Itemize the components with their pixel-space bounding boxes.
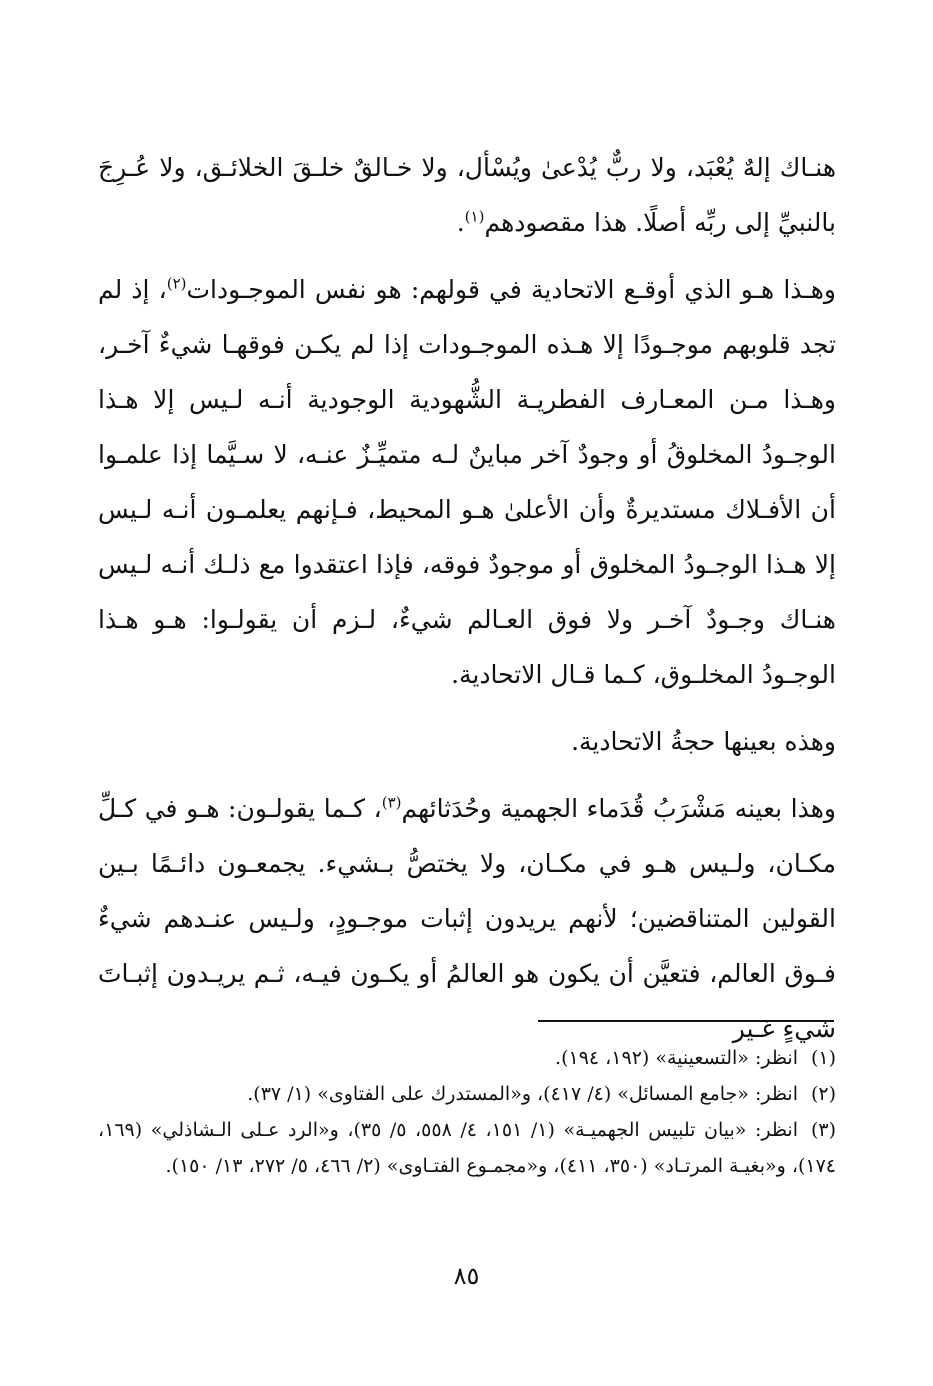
paragraph-1-tail: .: [456, 208, 465, 237]
footnote-separator: [538, 1020, 834, 1022]
paragraph-3: [98, 714, 836, 769]
footnote-2: [98, 1076, 836, 1112]
footnote-3-text: انظر: «بيان تلبيس الجهميـة» (١/ ١٥١، ٤/ ٥٥٨، ٥/ ٣٥)، و«الرد عـلى الـشاذلي» (١٦٩، ١٧٤)، و«بغيـة المرتـاد» (٣٥٠، ٤١١)، و«مجمـوع الفتـاوى» (٢/ ٤٦٦، ٥/ ٢٧٢، ١٣/ ١٥٠).: [98, 1119, 836, 1177]
paragraph-4-text: وهذا بعينه مَشْرَبُ قُدَماء الجهمية وحُدَثائهم: [401, 794, 836, 823]
footnote-2-number: (٢): [810, 1083, 836, 1105]
paragraph-2-text: وهـذا هـو الذي أوقـع الاتحادية في قولهم: هو نفس الموجـودات: [186, 275, 836, 304]
page-number: ٨٥: [453, 1262, 480, 1290]
paragraph-1: [98, 140, 836, 250]
footnote-2-text: انظر: «جامع المسائل» (٤/ ٤١٧)، و«المستدرك على الفتاوى» (١/ ٣٧).: [247, 1083, 798, 1105]
footnote-1-text: انظر: «التسعينية» (١٩٢، ١٩٤).: [555, 1047, 798, 1069]
paragraph-1-text: هنـاك إلهٌ يُعْبَد، ولا ربٌّ يُدْعىٰ ويُسْأل، ولا خـالقٌ خلـقَ الخلائـق، ولا عُـرِجَ بالنبيِّ إلى ربِّه أصلًا. هذا مقصودهم: [98, 153, 836, 237]
footnotes: [98, 1040, 836, 1184]
footnote-ref-3[interactable]: (٣): [381, 793, 402, 812]
footnote-1: [98, 1040, 836, 1076]
footnote-1-number: (١): [810, 1047, 836, 1069]
paragraph-2: [98, 262, 836, 702]
footnote-ref-2[interactable]: (٢): [166, 274, 187, 293]
paragraph-2-tail: ، إذ لم تجد قلوبهم موجـودًا إلا هـذه الموجـودات إذا لم يكـن فوقهـا شيءٌ آخـر، وهـذا مـن المعـارف الفطريـة الشُّهودية الوجودية أنـه لـيس إلا هـذا الوجـودُ المخلوقُ أو وجودٌ آخر مباينٌ لـه متميِّـزٌ عنـه، لا سـيَّما إذا علمـوا أن الأفـلاك مستديرةٌ وأن الأعلىٰ هـو المحيط، فـإنهم يعلمـون أنـه لـيس إلا هـذا الوجـودُ المخلوق أو موجودٌ فوقه، فإذا اعتقدوا مع ذلـك أنـه لـيس هنـاك وجـودٌ آخـر ولا فوق العـالم شيءٌ، لـزم أن يقولـوا: هـو هـذا الوجـودُ المخلـوق، كـما قـال الاتحادية.: [98, 275, 836, 689]
paragraph-3-text: وهذه بعينها حجةُ الاتحادية.: [571, 727, 836, 756]
main-text: [98, 140, 836, 1056]
footnote-3: [98, 1112, 836, 1184]
footnote-ref-1[interactable]: (١): [464, 207, 485, 226]
footnote-3-number: (٣): [810, 1119, 836, 1141]
paragraph-4-tail: ، كـما يقولـون: هـو في كـلِّ مكـان، ولـيس هـو في مكـان، ولا يختصُّ بـشيء. يجمعـون دائـمًا بـين القولين المتناقضين؛ لأنهم يريدون إثبات موجـودٍ، ولـيس عنـدهم شيءٌ فـوق العالم، فتعيَّن أن يكون هو العالمُ أو يكـون فيـه، ثـم يريـدون إثبـاتَ شيءٍ غـير: [98, 794, 836, 1043]
paragraph-4: [98, 781, 836, 1056]
